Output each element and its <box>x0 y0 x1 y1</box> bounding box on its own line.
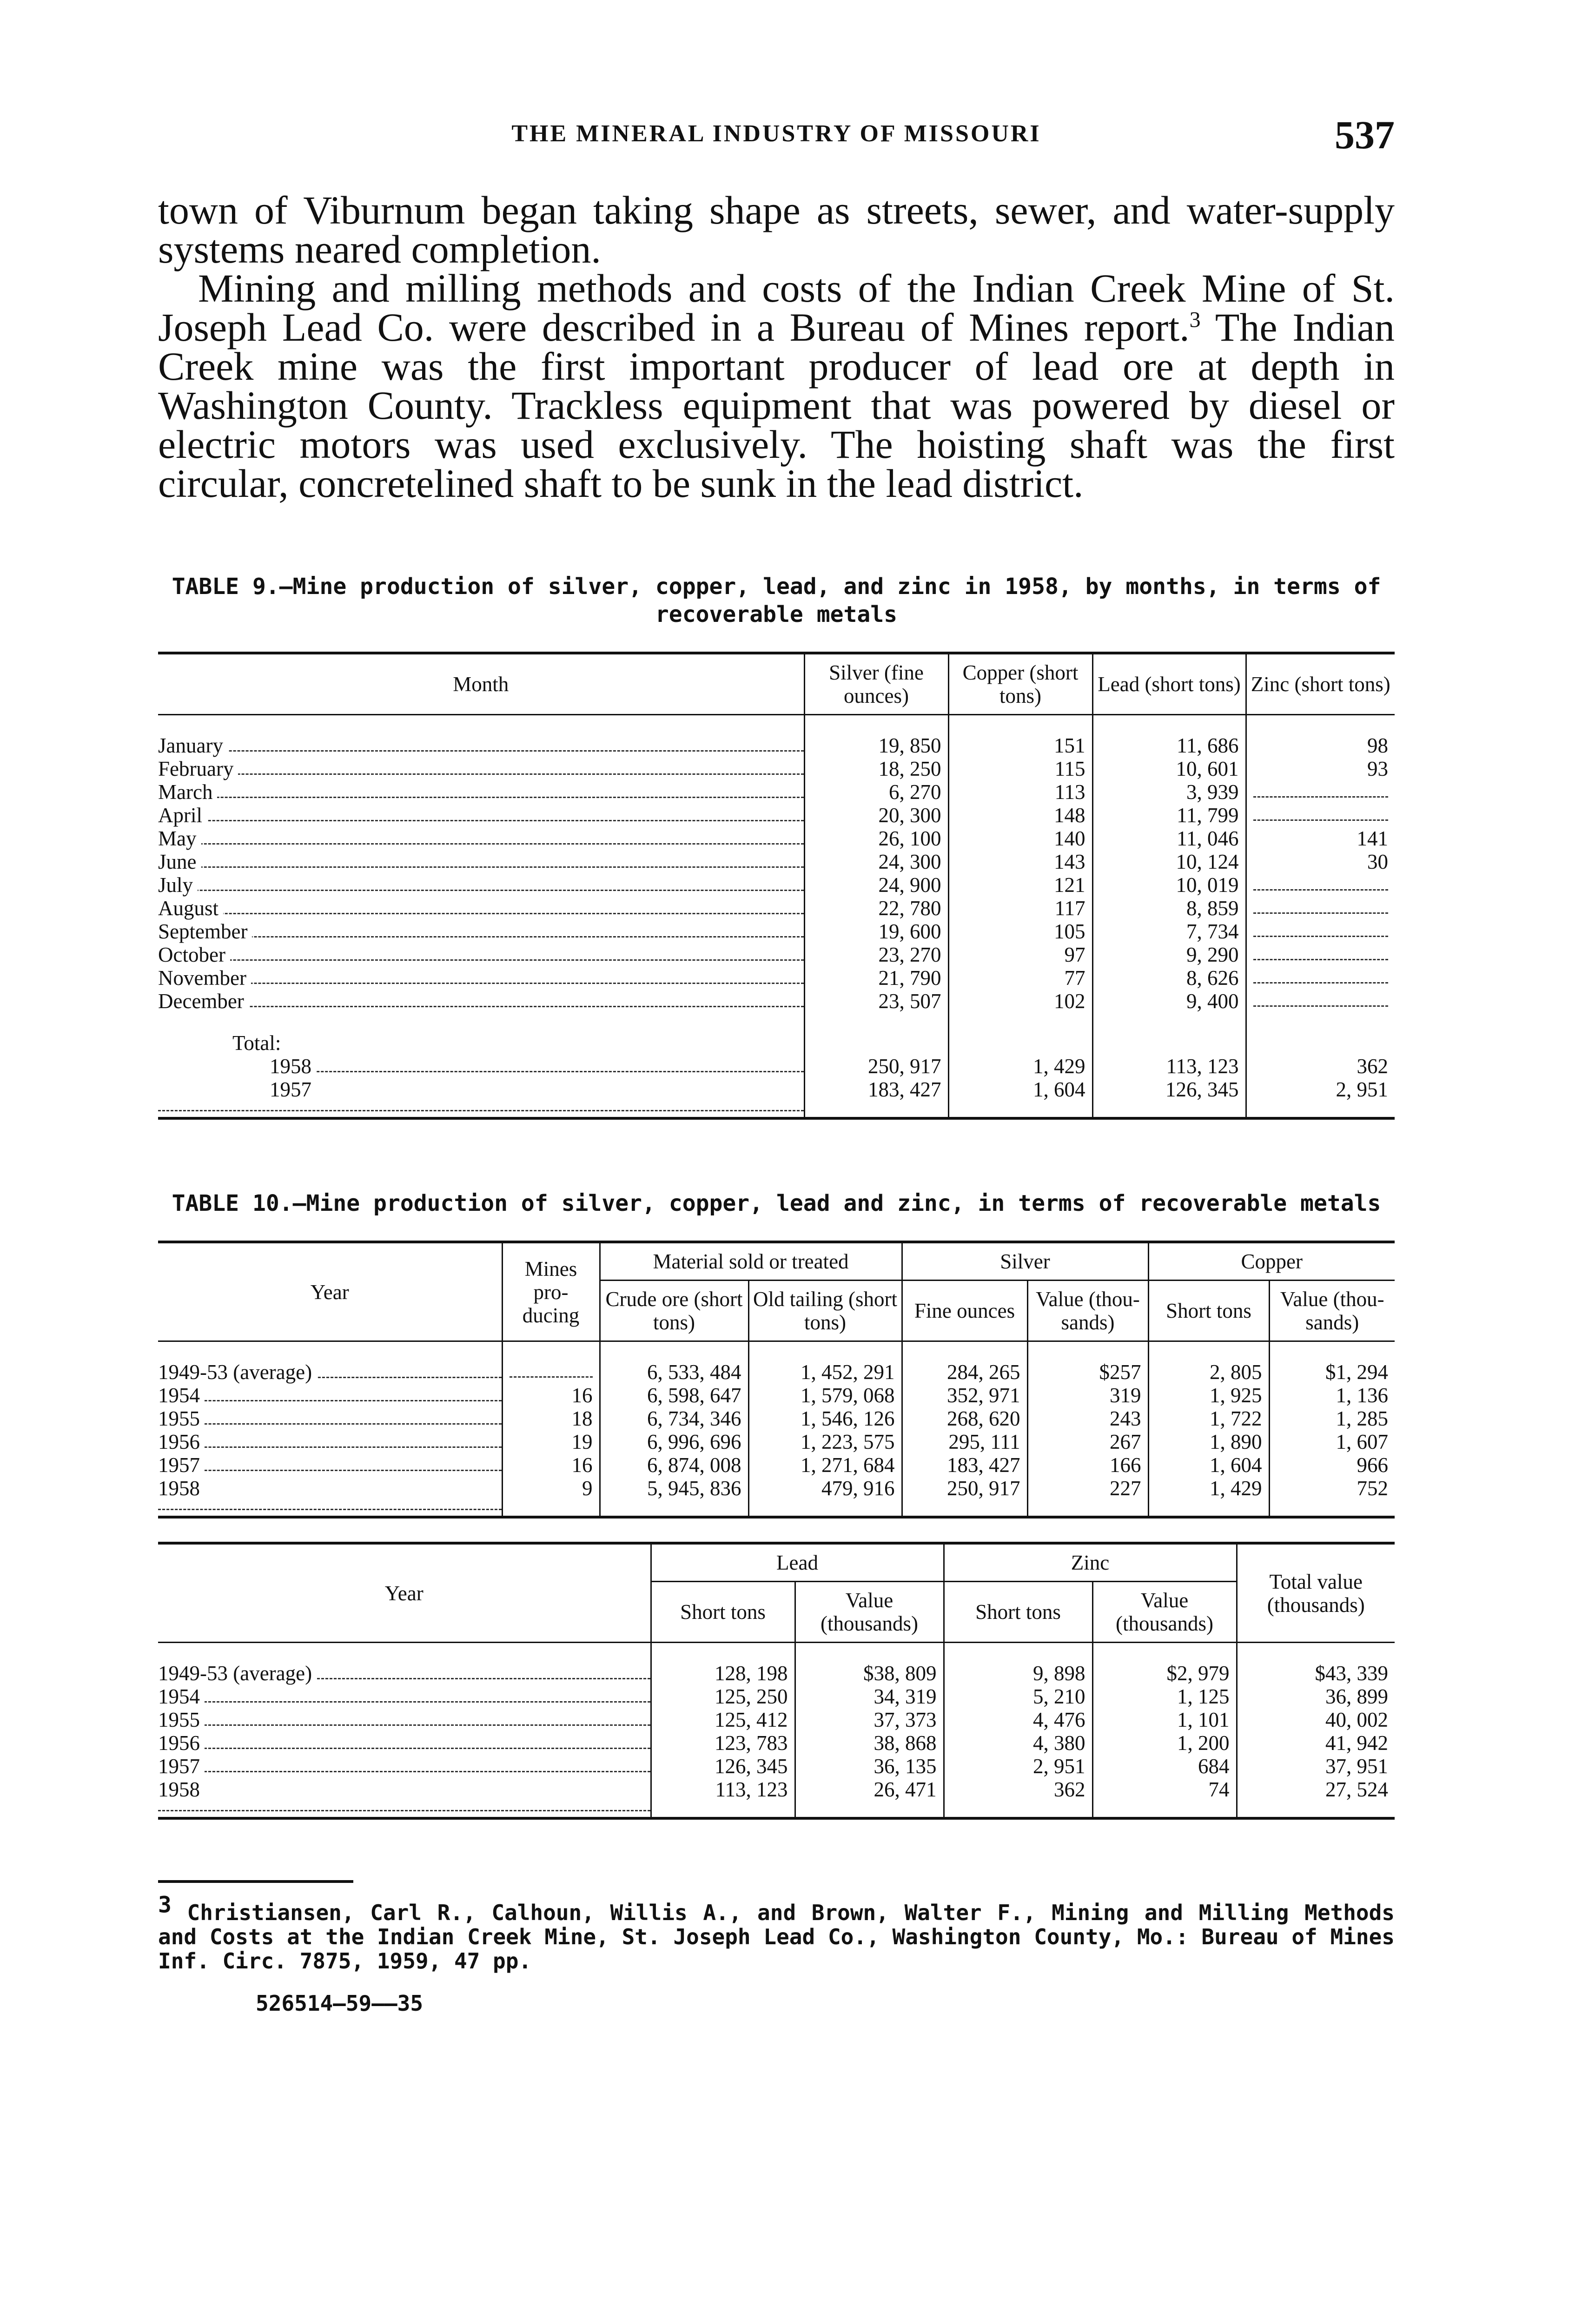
row-label-text: May <box>158 827 201 850</box>
cell-value: 1, 200 <box>1092 1731 1237 1755</box>
cell-value: 11, 799 <box>1092 804 1246 827</box>
leader-dots <box>158 1771 650 1772</box>
cell-value: 352, 971 <box>902 1384 1027 1407</box>
leader-dots <box>158 890 804 891</box>
table-10-header-row-1 <box>158 1242 1395 1281</box>
cell-value: 6, 996, 696 <box>600 1430 748 1453</box>
header-lead: Lead (short tons) <box>1092 653 1246 715</box>
cell-value: 1, 890 <box>1148 1430 1269 1453</box>
cell-value: 97 <box>948 943 1092 966</box>
table-row <box>158 1384 1395 1407</box>
row-label-text: September <box>158 920 252 943</box>
header-old-tailing: Old tailing (short tons) <box>748 1281 902 1341</box>
header-crude-ore: Crude ore (short tons) <box>600 1281 748 1341</box>
cell-value: 117 <box>948 897 1092 920</box>
row-label-text: 1956 <box>158 1731 205 1755</box>
cell-value <box>1246 804 1395 827</box>
table-10-label: TABLE 10. <box>172 1190 293 1216</box>
table-10-part-2 <box>158 1542 1395 1820</box>
running-head <box>158 112 1395 163</box>
empty-leader <box>1253 920 1389 937</box>
header-total-value: Total value (thousands) <box>1237 1543 1395 1643</box>
leader-dots <box>158 1724 650 1726</box>
cell-value: 5, 210 <box>944 1685 1092 1708</box>
cell-value: 6, 874, 008 <box>600 1453 748 1477</box>
cell-value: 684 <box>1092 1755 1237 1778</box>
table-10b-header-row-1 <box>158 1543 1395 1582</box>
cell-value: 126, 345 <box>651 1755 795 1778</box>
row-label <box>158 827 804 850</box>
cell-value: 1, 271, 684 <box>748 1453 902 1477</box>
cell-value: 34, 319 <box>795 1685 944 1708</box>
table-row <box>158 1755 1395 1778</box>
row-label-text: December <box>158 990 249 1013</box>
table-row <box>158 920 1395 943</box>
cell-value: 148 <box>948 804 1092 827</box>
cell-value: 2, 805 <box>1148 1341 1269 1384</box>
leader-dots <box>158 866 804 868</box>
cell-value: 24, 900 <box>804 873 948 897</box>
cell-value: 26, 100 <box>804 827 948 850</box>
header-month: Month <box>158 653 804 715</box>
cell-value: 22, 780 <box>804 897 948 920</box>
row-label-text: 1955 <box>158 1708 205 1731</box>
paragraph-2 <box>158 266 1395 506</box>
cell-value: 113, 123 <box>1092 1055 1246 1078</box>
cell-value: 140 <box>948 827 1092 850</box>
cell-value: 1, 429 <box>948 1055 1092 1078</box>
table-row <box>158 780 1395 804</box>
row-label-text: 1954 <box>158 1384 205 1407</box>
cell-value: 121 <box>948 873 1092 897</box>
row-label <box>158 850 804 873</box>
leader-dots <box>158 1810 650 1811</box>
cell-value: 6, 734, 346 <box>600 1407 748 1430</box>
cell-value: 362 <box>944 1778 1092 1818</box>
header-zinc-short-tons: Short tons <box>944 1582 1092 1643</box>
cell-value: 36, 899 <box>1237 1685 1395 1708</box>
cell-value: 23, 270 <box>804 943 948 966</box>
cell-value: 166 <box>1027 1453 1148 1477</box>
leader-dots <box>158 1423 502 1425</box>
cell-value: 37, 373 <box>795 1708 944 1731</box>
header-material: Material sold or treated <box>600 1242 902 1281</box>
cell-value: 19, 850 <box>804 715 948 758</box>
table-row <box>158 1055 1395 1078</box>
paragraph-2-text: Mining and milling methods and costs of the Indian Creek Mine of St. Joseph Lead Co. were described in a Bureau of Mines report. <box>158 266 1395 350</box>
header-lead-short-tons: Short tons <box>651 1582 795 1643</box>
row-label-text: 1949-53 (average) <box>158 1360 317 1384</box>
cell-value <box>1246 990 1395 1013</box>
leader-dots <box>158 797 804 798</box>
row-label <box>158 920 804 943</box>
table-row <box>158 1731 1395 1755</box>
table-9-label: TABLE 9. <box>172 574 279 600</box>
header-silver: Silver (fine ounces) <box>804 653 948 715</box>
leader-dots <box>158 1006 804 1007</box>
cell-value: $38, 809 <box>795 1643 944 1685</box>
cell-value: 113 <box>948 780 1092 804</box>
cell-value: 362 <box>1246 1055 1395 1078</box>
cell-value: 20, 300 <box>804 804 948 827</box>
empty-leader <box>1253 804 1389 821</box>
table-9 <box>158 652 1395 1120</box>
row-label-text: February <box>158 757 238 780</box>
table-row <box>158 1643 1395 1685</box>
empty-leader <box>1253 780 1389 798</box>
cell-value: 479, 916 <box>748 1477 902 1517</box>
cell-value: 151 <box>948 715 1092 758</box>
footnote-marker: 3 <box>158 1892 172 1918</box>
cell-value: 38, 868 <box>795 1731 944 1755</box>
row-label-text: August <box>158 897 223 920</box>
leader-dots <box>158 820 804 821</box>
cell-value: 9 <box>502 1477 600 1517</box>
cell-value: 1, 429 <box>1148 1477 1269 1517</box>
cell-value: 98 <box>1246 715 1395 758</box>
table-row <box>158 873 1395 897</box>
cell-value: 21, 790 <box>804 966 948 990</box>
cell-value: 2, 951 <box>944 1755 1092 1778</box>
row-label <box>158 1477 502 1517</box>
table-10-title: —Mine production of silver, copper, lead and zinc, in terms of recoverable metals <box>292 1190 1381 1216</box>
cell-value: 1, 546, 126 <box>748 1407 902 1430</box>
cell-value <box>1246 780 1395 804</box>
table-row <box>158 804 1395 827</box>
cell-value: 9, 400 <box>1092 990 1246 1013</box>
row-label-text: January <box>158 734 228 757</box>
table-10-part-1-body <box>158 1341 1395 1518</box>
cell-value: 123, 783 <box>651 1731 795 1755</box>
cell-value: 115 <box>948 757 1092 780</box>
cell-value: 1, 604 <box>948 1078 1092 1118</box>
cell-value: 1, 722 <box>1148 1407 1269 1430</box>
cell-value: 11, 046 <box>1092 827 1246 850</box>
cell-value: 41, 942 <box>1237 1731 1395 1755</box>
row-label-text: 1957 <box>158 1755 205 1778</box>
cell-value: 319 <box>1027 1384 1148 1407</box>
row-label <box>158 1778 651 1818</box>
leader-dots <box>158 959 804 961</box>
cell-value: 16 <box>502 1384 600 1407</box>
footnote-rule <box>158 1880 353 1883</box>
table-9-caption <box>158 573 1395 628</box>
row-label <box>158 715 804 758</box>
row-label <box>158 1731 651 1755</box>
table-row <box>158 897 1395 920</box>
table-10-part-1 <box>158 1241 1395 1519</box>
table-row <box>158 715 1395 758</box>
cell-value: 267 <box>1027 1430 1148 1453</box>
table-row <box>158 757 1395 780</box>
row-label <box>158 757 804 780</box>
cell-value: 1, 136 <box>1269 1384 1395 1407</box>
header-zinc-value: Value (thousands) <box>1092 1582 1237 1643</box>
cell-value: 30 <box>1246 850 1395 873</box>
cell-value: 1, 125 <box>1092 1685 1237 1708</box>
row-label-text: 1955 <box>158 1407 205 1430</box>
header-year: Year <box>158 1242 502 1341</box>
table-row <box>158 990 1395 1013</box>
cell-value: 113, 123 <box>651 1778 795 1818</box>
printer-code: 526514—59——35 <box>256 1991 424 2016</box>
leader-dots <box>158 1400 502 1401</box>
table-row <box>158 850 1395 873</box>
cell-value: $257 <box>1027 1341 1148 1384</box>
cell-value: 4, 476 <box>944 1708 1092 1731</box>
cell-value: 10, 601 <box>1092 757 1246 780</box>
cell-value: 11, 686 <box>1092 715 1246 758</box>
leader-dots <box>158 1701 650 1703</box>
leader-dots <box>158 936 804 938</box>
row-label-text: October <box>158 943 230 966</box>
row-label <box>158 1755 651 1778</box>
cell-value: $43, 339 <box>1237 1643 1395 1685</box>
header-silver: Silver <box>902 1242 1148 1281</box>
cell-value: 26, 471 <box>795 1778 944 1818</box>
cell-value: 19 <box>502 1430 600 1453</box>
row-label <box>158 1055 804 1078</box>
row-label-text: June <box>158 850 201 873</box>
row-label <box>158 804 804 827</box>
header-copper: Copper <box>1148 1242 1395 1281</box>
table-9-body <box>158 715 1395 1119</box>
header-lead-value: Value (thousands) <box>795 1582 944 1643</box>
header-year: Year <box>158 1543 651 1643</box>
row-label-text: November <box>158 966 251 990</box>
cell-value: 8, 859 <box>1092 897 1246 920</box>
table-row <box>158 1685 1395 1708</box>
leader-dots <box>158 1470 502 1471</box>
cell-value <box>1246 873 1395 897</box>
table-row <box>158 827 1395 850</box>
cell-value: 183, 427 <box>804 1078 948 1118</box>
cell-value: 1, 604 <box>1148 1453 1269 1477</box>
cell-value: 8, 626 <box>1092 966 1246 990</box>
cell-value: 1, 925 <box>1148 1384 1269 1407</box>
row-label-text: 1949-53 (average) <box>158 1662 317 1685</box>
cell-value: 1, 101 <box>1092 1708 1237 1731</box>
cell-value: 4, 380 <box>944 1731 1092 1755</box>
cell-value: 74 <box>1092 1778 1237 1818</box>
leader-dots <box>158 843 804 845</box>
cell-value: 19, 600 <box>804 920 948 943</box>
table-10-part-2-body <box>158 1643 1395 1819</box>
leader-dots <box>158 1509 502 1510</box>
cell-value: 2, 951 <box>1246 1078 1395 1118</box>
cell-value: 18 <box>502 1407 600 1430</box>
table-row <box>158 1453 1395 1477</box>
cell-value: 6, 270 <box>804 780 948 804</box>
table-row <box>158 943 1395 966</box>
footnote-ref[interactable]: 3 <box>1189 307 1201 332</box>
empty-leader <box>1253 943 1389 960</box>
cell-value: 10, 124 <box>1092 850 1246 873</box>
cell-value: $1, 294 <box>1269 1341 1395 1384</box>
table-row <box>158 1778 1395 1818</box>
cell-value: 23, 507 <box>804 990 948 1013</box>
cell-value: 9, 898 <box>944 1643 1092 1685</box>
leader-dots <box>158 773 804 775</box>
cell-value: 7, 734 <box>1092 920 1246 943</box>
row-label-text: April <box>158 804 207 827</box>
header-fine-ounces: Fine ounces <box>902 1281 1027 1341</box>
total-heading-row <box>158 1013 1395 1055</box>
footnote-text: Christiansen, Carl R., Calhoun, Willis A., and Brown, Walter F., Mining and Milling Methods and Costs at the Indian Creek Mine, St. Joseph Lead Co., Washington County, Mo.: Bureau of Mines Inf. Circ. 7875, 1959, 47 pp. <box>158 1900 1395 1974</box>
table-row <box>158 1430 1395 1453</box>
empty-leader <box>510 1360 593 1378</box>
cell-value: 1, 579, 068 <box>748 1384 902 1407</box>
cell-value: 243 <box>1027 1407 1148 1430</box>
empty-leader <box>1253 990 1389 1007</box>
leader-dots <box>158 1110 804 1111</box>
table-row <box>158 966 1395 990</box>
cell-value: 183, 427 <box>902 1453 1027 1477</box>
cell-value: 128, 198 <box>651 1643 795 1685</box>
leader-dots <box>158 750 804 752</box>
leader-dots <box>158 983 804 984</box>
row-label-text: 1957 <box>158 1078 316 1101</box>
running-title: THE MINERAL INDUSTRY OF MISSOURI <box>511 120 1041 147</box>
row-label-text: 1958 <box>158 1477 205 1500</box>
cell-value: 126, 345 <box>1092 1078 1246 1118</box>
table-row <box>158 1407 1395 1430</box>
cell-value: 36, 135 <box>795 1755 944 1778</box>
cell-value: 143 <box>948 850 1092 873</box>
total-label-text: Total: <box>158 1031 285 1055</box>
blank-cell <box>1092 1013 1246 1055</box>
header-zinc: Zinc <box>944 1543 1237 1582</box>
header-copper: Copper (short tons) <box>948 653 1092 715</box>
footnote <box>158 1892 1395 1974</box>
cell-value: 27, 524 <box>1237 1778 1395 1818</box>
row-label-text: 1954 <box>158 1685 205 1708</box>
paragraph-1: town of Viburnum began taking shape as streets, sewer, and water-supply systems neared completion. <box>158 188 1395 271</box>
cell-value: 93 <box>1246 757 1395 780</box>
cell-value: 6, 533, 484 <box>600 1341 748 1384</box>
row-label <box>158 1685 651 1708</box>
cell-value: 102 <box>948 990 1092 1013</box>
header-mines-producing: Mines pro-ducing <box>502 1242 600 1341</box>
table-row <box>158 1078 1395 1118</box>
cell-value <box>1246 920 1395 943</box>
cell-value: 1, 607 <box>1269 1430 1395 1453</box>
leader-dots <box>158 1446 502 1448</box>
cell-value <box>1246 943 1395 966</box>
row-label-text: July <box>158 873 198 897</box>
paragraph-2-continued: The Indian Creek mine was the first important producer of lead ore at depth in Washington County. Trackless equipment that was powered by diesel or electric motors was used exclusively. The hoisting shaft was the first circular, concretelined shaft to be sunk in the lead district. <box>158 305 1395 506</box>
row-label <box>158 873 804 897</box>
cell-value: 5, 945, 836 <box>600 1477 748 1517</box>
cell-value: 250, 917 <box>902 1477 1027 1517</box>
table-9-title: —Mine production of silver, copper, lead, and zinc in 1958, by months, in terms of recoverable metals <box>279 574 1381 627</box>
header-copper-short-tons: Short tons <box>1148 1281 1269 1341</box>
cell-value <box>1246 897 1395 920</box>
total-label <box>158 1013 804 1055</box>
header-zinc: Zinc (short tons) <box>1246 653 1395 715</box>
row-label-text: 1958 <box>158 1055 316 1078</box>
table-10-caption <box>158 1189 1395 1217</box>
row-label <box>158 1407 502 1430</box>
cell-value: 40, 002 <box>1237 1708 1395 1731</box>
empty-leader <box>1253 897 1389 914</box>
row-label <box>158 1341 502 1384</box>
row-label <box>158 780 804 804</box>
cell-value: 6, 598, 647 <box>600 1384 748 1407</box>
header-silver-value: Value (thou-sands) <box>1027 1281 1148 1341</box>
row-label <box>158 1078 804 1118</box>
cell-value: 18, 250 <box>804 757 948 780</box>
row-label <box>158 1708 651 1731</box>
cell-value <box>502 1341 600 1384</box>
row-label <box>158 897 804 920</box>
cell-value: 966 <box>1269 1453 1395 1477</box>
cell-value: 77 <box>948 966 1092 990</box>
cell-value: $2, 979 <box>1092 1643 1237 1685</box>
row-label <box>158 966 804 990</box>
page-number: 537 <box>1335 112 1395 157</box>
table-row <box>158 1708 1395 1731</box>
cell-value: 105 <box>948 920 1092 943</box>
blank-cell <box>948 1013 1092 1055</box>
cell-value: 9, 290 <box>1092 943 1246 966</box>
table-9-header-row <box>158 653 1395 715</box>
table-row <box>158 1341 1395 1384</box>
empty-leader <box>1253 873 1389 891</box>
cell-value: 295, 111 <box>902 1430 1027 1453</box>
cell-value: 1, 285 <box>1269 1407 1395 1430</box>
leader-dots <box>158 913 804 914</box>
cell-value: 16 <box>502 1453 600 1477</box>
cell-value: 125, 412 <box>651 1708 795 1731</box>
empty-leader <box>1253 966 1389 984</box>
blank-cell <box>804 1013 948 1055</box>
row-label <box>158 943 804 966</box>
cell-value: 10, 019 <box>1092 873 1246 897</box>
row-label-text: 1957 <box>158 1453 205 1477</box>
cell-value: 24, 300 <box>804 850 948 873</box>
cell-value: 250, 917 <box>804 1055 948 1078</box>
row-label <box>158 990 804 1013</box>
header-copper-value: Value (thou-sands) <box>1269 1281 1395 1341</box>
row-label-text: March <box>158 780 217 804</box>
row-label <box>158 1430 502 1453</box>
header-lead: Lead <box>651 1543 944 1582</box>
cell-value: 37, 951 <box>1237 1755 1395 1778</box>
row-label-text: 1956 <box>158 1430 205 1453</box>
cell-value: 3, 939 <box>1092 780 1246 804</box>
body-text <box>158 188 1395 506</box>
cell-value: 268, 620 <box>902 1407 1027 1430</box>
cell-value: 125, 250 <box>651 1685 795 1708</box>
row-label-text: 1958 <box>158 1778 205 1801</box>
cell-value: 1, 452, 291 <box>748 1341 902 1384</box>
cell-value: 752 <box>1269 1477 1395 1517</box>
table-row <box>158 1477 1395 1517</box>
row-label <box>158 1453 502 1477</box>
cell-value: 227 <box>1027 1477 1148 1517</box>
row-label <box>158 1384 502 1407</box>
leader-dots <box>158 1748 650 1749</box>
cell-value: 284, 265 <box>902 1341 1027 1384</box>
cell-value: 1, 223, 575 <box>748 1430 902 1453</box>
blank-cell <box>1246 1013 1395 1055</box>
page <box>158 112 1395 2016</box>
cell-value <box>1246 966 1395 990</box>
cell-value: 141 <box>1246 827 1395 850</box>
row-label <box>158 1643 651 1685</box>
